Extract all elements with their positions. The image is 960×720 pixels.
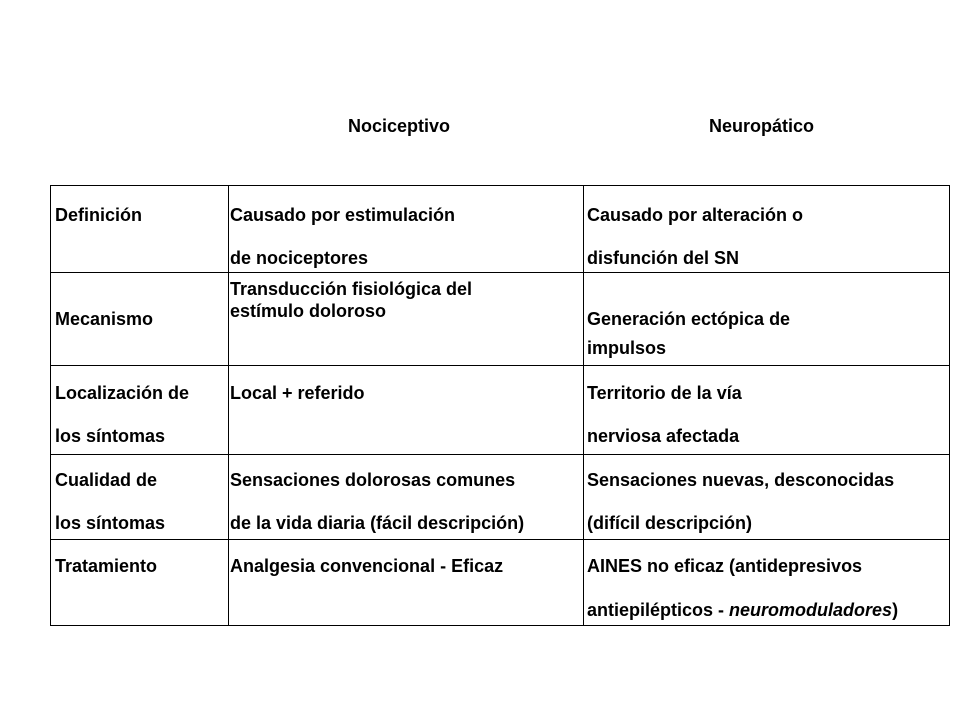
row-divider [50,272,950,273]
neuropatico-text: antiepilépticos - [587,600,730,620]
nociceptivo-cell-line: Analgesia convencional - Eficaz [230,556,504,576]
row-label: Definición [55,205,143,225]
neuropatico-cell-line: Sensaciones nuevas, desconocidas [587,470,895,490]
row-divider [50,365,950,366]
neuropatico-cell-line: disfunción del SN [587,248,740,268]
row-label: Cualidad de [55,470,158,490]
nociceptivo-cell-line: Sensaciones dolorosas comunes [230,470,516,490]
neuropatico-cell-line: Causado por alteración o [587,205,804,225]
neuropatico-cell-line: nerviosa afectada [587,426,740,446]
table-border-top [50,185,950,186]
row-label: los síntomas [55,426,166,446]
table-border-bottom [50,625,950,626]
row-label: los síntomas [55,513,166,533]
nociceptivo-cell-line: de nociceptores [230,248,369,268]
row-divider [50,539,950,540]
nociceptivo-cell-line: Causado por estimulación [230,205,456,225]
column-header-neuropatico: Neuropático [709,116,815,136]
neuropatico-cell-line: impulsos [587,338,667,358]
row-label: Localización de [55,383,190,403]
nociceptivo-cell-line: Local + referido [230,383,365,403]
neuropatico-cell-line: (difícil descripción) [587,513,753,533]
table-border-left [50,185,51,626]
row-label: Tratamiento [55,556,158,576]
nociceptivo-cell-line: estímulo doloroso [230,301,387,321]
column-header-nociceptivo: Nociceptivo [348,116,451,136]
row-label: Mecanismo [55,309,154,329]
nociceptivo-cell-line: de la vida diaria (fácil descripción) [230,513,525,533]
row-divider [50,454,950,455]
neuropatico-cell-line: Territorio de la vía [587,383,742,403]
table-border-right [949,185,950,626]
comparison-table [50,185,950,626]
neuropatico-cell-line: Generación ectópica de [587,309,791,329]
neuropatico-cell-line: AINES no eficaz (antidepresivos [587,556,863,576]
neuropatico-cell-line [587,599,898,621]
neuropatico-text: ) [892,600,899,620]
neuropatico-italic-text: neuromoduladores [729,600,893,620]
column-divider [228,185,229,626]
nociceptivo-cell-line: Transducción fisiológica del [230,279,473,299]
column-divider [583,185,584,626]
